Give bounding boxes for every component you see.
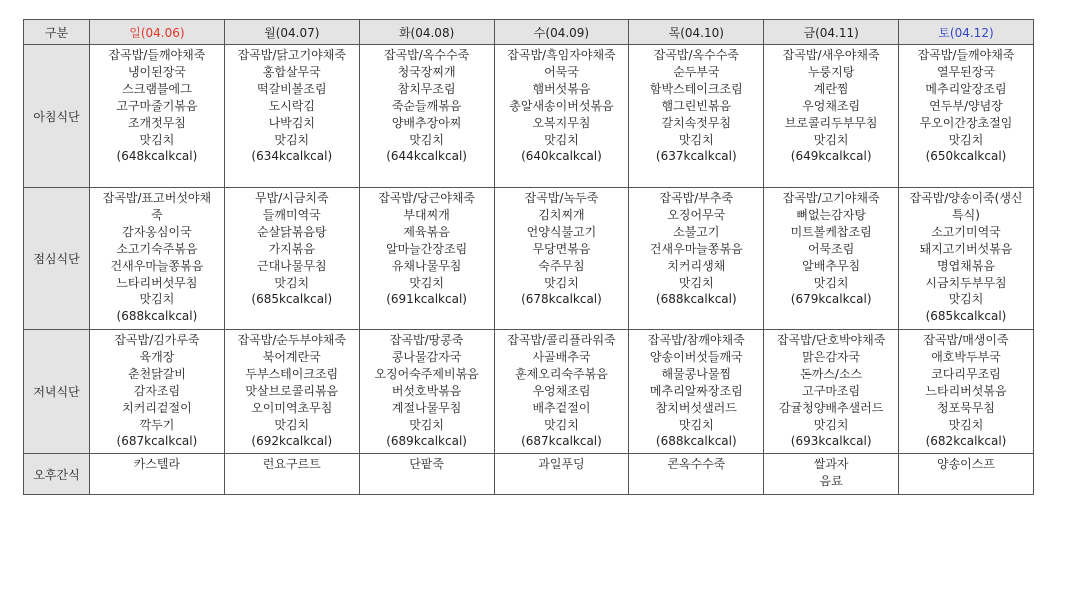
menu-item: 오복지무침 (532, 115, 591, 130)
menu-item: 감자옹심이국 (122, 224, 192, 239)
day-header-thu: 목(04.10) (629, 20, 764, 45)
calorie-total: (634kcalkcal) (251, 149, 333, 164)
menu-item: 계란찜 (813, 81, 849, 96)
calorie-total: (685kcalkcal) (925, 309, 1007, 324)
menu-item: 사골배추국 (532, 349, 591, 364)
calorie-total: (693kcalkcal) (790, 434, 872, 449)
menu-item: 건새우마늘쫑볶음 (110, 258, 204, 273)
calorie-total: (649kcalkcal) (790, 149, 872, 164)
menu-item: 우엉채조림 (802, 98, 861, 113)
menu-item: 조개젓무침 (127, 115, 186, 130)
menu-item: 가지볶음 (268, 241, 315, 256)
menu-item: 오이미역초무침 (251, 400, 333, 415)
menu-item: 맑은감자국 (802, 349, 861, 364)
menu-item: 양배추장아찌 (391, 115, 462, 130)
category-header: 구분 (24, 20, 90, 45)
menu-item: 맛김치 (274, 275, 310, 290)
menu-item: 브로콜리두부무침 (784, 115, 878, 130)
menu-item: 콩나물감자국 (391, 349, 462, 364)
meal-label-lunch: 점심식단 (24, 188, 90, 330)
menu-item: 오징어숙주제비볶음 (374, 366, 479, 381)
menu-item: 잡곡밥/단호박야채죽 (776, 333, 886, 347)
menu-cell (359, 330, 494, 454)
menu-cell (224, 45, 359, 188)
calorie-total: (691kcalkcal) (386, 292, 467, 307)
menu-item: 뼈없는감자탕 (796, 207, 866, 222)
menu-item: 스크램블에그 (122, 81, 192, 96)
menu-item: 청국장찌개 (397, 64, 456, 79)
day-header-fri: 금(04.11) (764, 20, 899, 45)
menu-item: 잡곡밥/콜리플라워죽 (507, 333, 616, 347)
menu-item: 맛김치 (544, 275, 579, 290)
menu-cell (899, 45, 1034, 188)
menu-cell (764, 330, 899, 454)
menu-item: 맛김치 (139, 292, 175, 307)
menu-item: 잡곡밥/부추죽 (659, 191, 734, 205)
menu-item: 잡곡밥/들깨야채죽 (108, 48, 206, 62)
menu-item: 잡곡밥/땅콩죽 (389, 333, 464, 347)
menu-item: 맛김치 (274, 417, 310, 432)
menu-cell (90, 454, 225, 495)
menu-item: 잡곡밥/양송이죽(생신 (909, 191, 1023, 205)
menu-item: 잡곡밥/당근야채죽 (378, 191, 475, 205)
menu-item: 건새우마늘쫑볶음 (649, 241, 743, 256)
menu-item: 누룽지탕 (807, 64, 855, 79)
menu-cell (494, 454, 629, 495)
menu-item: 카스텔라 (133, 457, 181, 471)
calorie-total: (679kcalkcal) (790, 292, 872, 307)
menu-item: 잡곡밥/고기야채죽 (782, 191, 880, 205)
menu-item: 언양식불고기 (526, 224, 597, 239)
menu-item: 어묵국 (544, 64, 579, 79)
menu-item: 잡곡밥/참깨야채죽 (647, 333, 745, 347)
menu-item: 죽순들깨볶음 (391, 98, 462, 113)
menu-item: 맛김치 (409, 132, 444, 147)
menu-cell (899, 454, 1034, 495)
menu-cell (629, 454, 764, 495)
menu-item: 냉이된장국 (127, 64, 186, 79)
menu-item: 맛김치 (948, 292, 984, 307)
menu-item: 순두부국 (673, 64, 720, 79)
calorie-total: (648kcalkcal) (116, 149, 198, 164)
day-header-wed: 수(04.09) (494, 20, 629, 45)
menu-item: 홍합살무국 (262, 64, 321, 79)
menu-item: 함박스테이크조림 (649, 81, 743, 96)
menu-item: 잡곡밥/녹두죽 (524, 191, 599, 205)
day-header-mon: 월(04.07) (224, 20, 359, 45)
meal-label-breakfast: 아침식단 (24, 45, 90, 188)
calorie-total: (688kcalkcal) (655, 292, 737, 307)
menu-item: 배추겉절이 (532, 400, 591, 415)
day-header-sat: 토(04.12) (899, 20, 1034, 45)
menu-item: 북어계란국 (262, 349, 321, 364)
calorie-total: (650kcalkcal) (925, 149, 1007, 164)
menu-item: 햄버섯볶음 (532, 81, 591, 96)
menu-cell (629, 330, 764, 454)
menu-cell (494, 45, 629, 188)
menu-item: 춘천닭갈비 (127, 366, 186, 381)
menu-item: 돈까스/소스 (800, 366, 863, 381)
menu-item: 런요구르트 (262, 457, 321, 471)
menu-item: 잡곡밥/새우야채죽 (782, 48, 880, 62)
menu-item: 알마늘간장조림 (386, 241, 468, 256)
menu-item: 잡곡밥/옥수수죽 (384, 48, 470, 62)
menu-cell (899, 330, 1034, 454)
calorie-total: (637kcalkcal) (655, 149, 737, 164)
menu-cell (90, 188, 225, 330)
menu-item: 맛살브로콜리볶음 (245, 383, 339, 398)
calorie-total: (688kcalkcal) (116, 309, 198, 324)
menu-item: 잡곡밥/옥수수죽 (653, 48, 739, 62)
calorie-total: (640kcalkcal) (521, 149, 602, 164)
menu-cell (359, 45, 494, 188)
menu-item: 단팥죽 (409, 457, 444, 471)
menu-item: 어묵조림 (807, 241, 855, 256)
day-header-sun: 일(04.06) (90, 20, 225, 45)
calorie-total: (688kcalkcal) (655, 434, 737, 449)
menu-item: 나박김치 (268, 115, 315, 130)
menu-item: 맛김치 (948, 417, 984, 432)
menu-item: 메추리알짜장조림 (649, 383, 743, 398)
menu-item: 훈제오리숙주볶음 (515, 366, 608, 381)
menu-item: 들깨미역국 (262, 207, 321, 222)
menu-item: 근대나물무침 (256, 258, 327, 273)
menu-item: 소고기숙주볶음 (116, 241, 198, 256)
menu-item: 열무된장국 (937, 64, 995, 79)
menu-item: 제육볶음 (403, 224, 450, 239)
menu-item: 맛김치 (948, 132, 984, 147)
calorie-total: (682kcalkcal) (925, 434, 1007, 449)
menu-item: 깍두기 (139, 417, 175, 432)
menu-item: 오징어무국 (667, 207, 726, 222)
menu-item: 메추리알장조림 (925, 81, 1007, 96)
menu-item: 무밥/시금치죽 (254, 191, 329, 205)
menu-item: 감귤청양배추샐러드 (778, 400, 884, 415)
menu-item: 알배추무침 (802, 258, 861, 273)
menu-cell (494, 188, 629, 330)
menu-item: 떡갈비볼조림 (256, 81, 327, 96)
header-row (24, 20, 1034, 45)
menu-item: 버섯호박볶음 (391, 383, 462, 398)
menu-item: 유채나물무침 (391, 258, 462, 273)
calorie-total: (644kcalkcal) (386, 149, 467, 164)
menu-item: 숙주무침 (538, 258, 585, 273)
menu-item: 김치찌개 (538, 207, 585, 222)
menu-item: 죽 (151, 207, 163, 222)
menu-item: 갈치속젓무침 (661, 115, 732, 130)
calorie-total: (678kcalkcal) (521, 292, 602, 307)
menu-item: 잡곡밥/김가루죽 (114, 333, 200, 347)
menu-item: 무당면볶음 (532, 241, 591, 256)
menu-item: 치커리생채 (667, 258, 726, 273)
meal-row-breakfast (24, 45, 1034, 188)
day-header-tue: 화(04.08) (359, 20, 494, 45)
calorie-total: (689kcalkcal) (386, 434, 467, 449)
menu-item: 육개장 (139, 349, 175, 364)
menu-item: 미트볼케찹조림 (790, 224, 872, 239)
menu-item: 두부스테이크조림 (245, 366, 339, 381)
meal-row-dinner (24, 330, 1034, 454)
menu-item: 양송이버섯들깨국 (649, 349, 743, 364)
menu-cell (629, 45, 764, 188)
menu-cell (224, 330, 359, 454)
menu-cell (90, 330, 225, 454)
menu-item: 잡곡밥/표고버섯야채 (102, 191, 212, 205)
menu-item: 맛김치 (678, 132, 714, 147)
menu-item: 특식) (952, 207, 980, 222)
menu-item: 잡곡밥/들깨야채죽 (917, 48, 1015, 62)
menu-item: 돼지고기버섯볶음 (919, 241, 1013, 256)
menu-item: 맛김치 (544, 417, 579, 432)
meal-row-snack (24, 454, 1034, 495)
menu-item: 양송이스프 (937, 457, 995, 471)
menu-item: 부대찌개 (403, 207, 450, 222)
menu-item: 음료 (819, 473, 843, 488)
menu-item: 맛김치 (678, 417, 714, 432)
menu-item: 코다리무조림 (931, 366, 1001, 381)
meal-row-lunch (24, 188, 1034, 330)
menu-item: 참치무조림 (397, 81, 456, 96)
menu-cell (899, 188, 1034, 330)
meal-label-dinner: 저녁식단 (24, 330, 90, 454)
menu-item: 맛김치 (139, 132, 175, 147)
menu-item: 고구마조림 (802, 383, 861, 398)
menu-cell (629, 188, 764, 330)
menu-item: 잡곡밥/매생이죽 (923, 333, 1009, 347)
menu-item: 맛김치 (813, 417, 849, 432)
menu-item: 맛김치 (544, 132, 579, 147)
menu-item: 애호박두부국 (931, 349, 1001, 364)
menu-cell (764, 188, 899, 330)
menu-item: 맛김치 (678, 275, 714, 290)
menu-item: 콘옥수수죽 (667, 457, 726, 471)
menu-item: 시금치두부무침 (925, 275, 1007, 290)
menu-item: 과일푸딩 (538, 457, 585, 471)
menu-item: 총알새송이버섯볶음 (509, 98, 614, 113)
calorie-total: (687kcalkcal) (116, 434, 198, 449)
menu-item: 감자조림 (133, 383, 181, 398)
menu-cell (90, 45, 225, 188)
menu-item: 명엽채볶음 (937, 258, 995, 273)
menu-item: 우엉채조림 (532, 383, 591, 398)
menu-item: 고구마줄기볶음 (116, 98, 198, 113)
menu-item: 소불고기 (673, 224, 720, 239)
menu-item: 느타리버섯볶음 (925, 383, 1007, 398)
menu-cell (224, 188, 359, 330)
menu-item: 순살닭볶음탕 (256, 224, 327, 239)
menu-item: 맛김치 (409, 275, 444, 290)
menu-item: 맛김치 (813, 132, 849, 147)
menu-item: 쌀과자 (813, 457, 849, 471)
menu-item: 계절나물무침 (391, 400, 462, 415)
menu-cell (494, 330, 629, 454)
menu-item: 참치버섯샐러드 (655, 400, 737, 415)
menu-cell (224, 454, 359, 495)
calorie-total: (687kcalkcal) (521, 434, 602, 449)
weekly-meal-table (23, 19, 1034, 495)
menu-cell (764, 45, 899, 188)
menu-item: 치커리겉절이 (122, 400, 192, 415)
menu-cell (359, 188, 494, 330)
menu-item: 해물콩나물찜 (661, 366, 732, 381)
calorie-total: (685kcalkcal) (251, 292, 333, 307)
menu-item: 소고기미역국 (931, 224, 1001, 239)
menu-item: 연두부/양념장 (929, 98, 1003, 113)
menu-item: 맛김치 (409, 417, 444, 432)
menu-item: 도시락김 (268, 98, 315, 113)
menu-item: 잡곡밥/순두부야채죽 (237, 333, 346, 347)
menu-item: 맛김치 (813, 275, 849, 290)
menu-cell (359, 454, 494, 495)
menu-item: 무오이간장초절임 (919, 115, 1013, 130)
menu-item: 청포묵무침 (937, 400, 995, 415)
meal-label-snack: 오후간식 (24, 454, 90, 495)
menu-item: 잡곡밥/흑임자야채죽 (507, 48, 616, 62)
menu-item: 느타리버섯무침 (116, 275, 198, 290)
menu-item: 햄그린빈볶음 (661, 98, 732, 113)
menu-cell (764, 454, 899, 495)
menu-item: 맛김치 (274, 132, 310, 147)
calorie-total: (692kcalkcal) (251, 434, 333, 449)
menu-item: 잡곡밥/닭고기야채죽 (237, 48, 346, 62)
